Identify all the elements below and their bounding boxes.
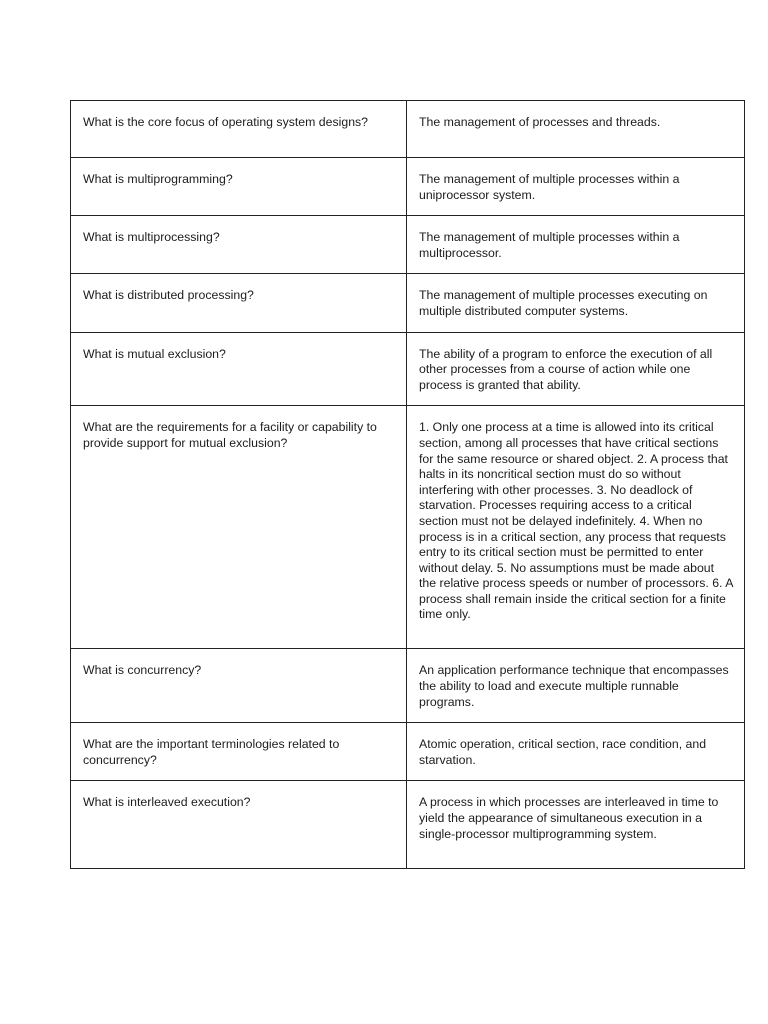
answer-cell: The management of processes and threads.: [407, 101, 745, 158]
table-row: [71, 723, 745, 781]
question-cell: What is mutual exclusion?: [71, 332, 407, 406]
question-cell: What are the important terminologies related to concurrency?: [71, 723, 407, 781]
question-cell: What is multiprocessing?: [71, 216, 407, 274]
table-row: [71, 649, 745, 723]
answer-cell: A process in which processes are interleaved in time to yield the appearance of simultaneous execution in a single-processor multiprogramming system.: [407, 781, 745, 869]
answer-cell: Atomic operation, critical section, race condition, and starvation.: [407, 723, 745, 781]
question-cell: What is multiprogramming?: [71, 158, 407, 216]
answer-cell: 1. Only one process at a time is allowed into its critical section, among all processes that have critical sections for the same resource or shared object. 2. A process that halts in its noncritical section must do so without interfering with other processes. 3. No deadlock of starvation. Processes requiring access to a critical section must not be delayed indefinitely. 4. When no process is in a critical section, any process that requests entry to its critical section must be permitted to enter without delay. 5. No assumptions must be made about the relative process speeds or number of processors. 6. A process shall remain inside the critical section for a finite time only.: [407, 406, 745, 649]
answer-cell: The ability of a program to enforce the execution of all other processes from a course of action while one process is granted that ability.: [407, 332, 745, 406]
table-row: [71, 101, 745, 158]
table-row: [71, 274, 745, 332]
question-cell: What is interleaved execution?: [71, 781, 407, 869]
table-row: [71, 332, 745, 406]
table-row: [71, 158, 745, 216]
table-row: [71, 406, 745, 649]
table-row: [71, 781, 745, 869]
answer-cell: The management of multiple processes within a multiprocessor.: [407, 216, 745, 274]
question-cell: What is the core focus of operating system designs?: [71, 101, 407, 158]
answer-cell: The management of multiple processes executing on multiple distributed computer systems.: [407, 274, 745, 332]
question-cell: What is concurrency?: [71, 649, 407, 723]
answer-cell: An application performance technique that encompasses the ability to load and execute multiple runnable programs.: [407, 649, 745, 723]
flashcard-table: [70, 100, 745, 869]
table-row: [71, 216, 745, 274]
answer-cell: The management of multiple processes within a uniprocessor system.: [407, 158, 745, 216]
question-cell: What is distributed processing?: [71, 274, 407, 332]
question-cell: What are the requirements for a facility or capability to provide support for mutual exclusion?: [71, 406, 407, 649]
